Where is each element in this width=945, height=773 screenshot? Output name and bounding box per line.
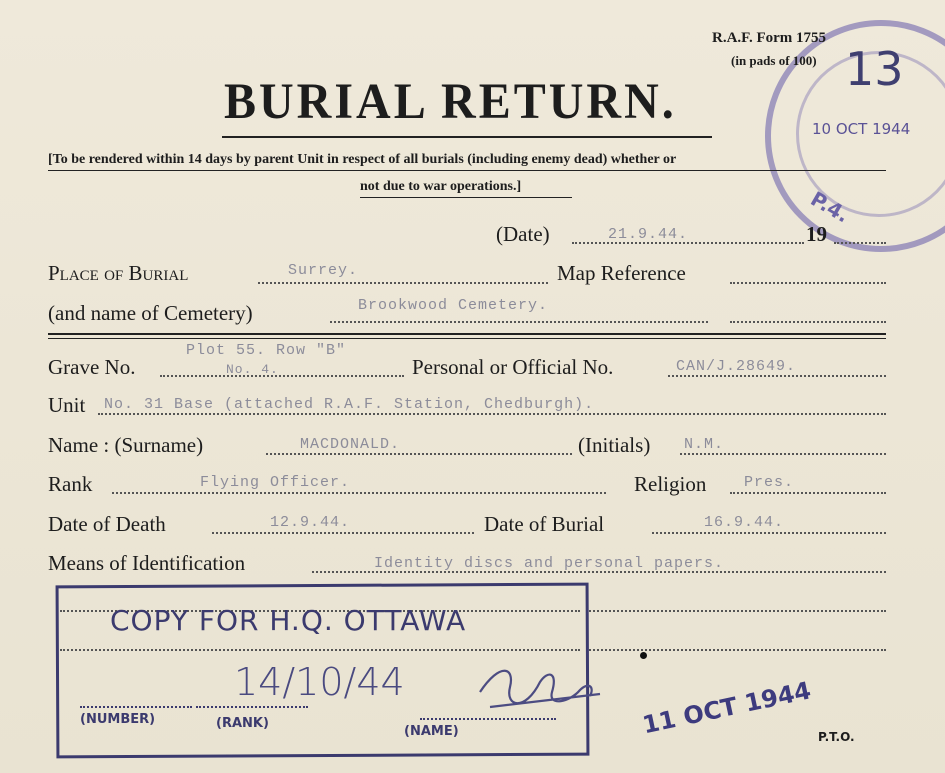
signature-mark	[470, 652, 610, 742]
form-number: R.A.F. Form 1755	[712, 30, 827, 46]
round-stamp-date: 10 OCT 1944	[812, 120, 911, 138]
religion-dotted-line	[730, 492, 886, 494]
date-of-death-value: 12.9.44.	[270, 514, 351, 531]
official-number-value: CAN/J.28649.	[676, 358, 797, 375]
number-dotted-line	[80, 706, 192, 708]
surname-label: Name : (Surname)	[48, 433, 204, 457]
rank-stamp-dotted-line	[196, 706, 308, 708]
date-label: (Date)	[496, 222, 550, 246]
form-pads-note: (in pads of 100)	[731, 53, 817, 68]
rank-dotted-line	[112, 492, 606, 494]
grave-value-line-2: No. 4.	[226, 362, 279, 377]
section-divider-top	[48, 333, 886, 335]
name-stamp-dotted-line	[420, 718, 556, 720]
section-divider-bottom	[48, 338, 886, 339]
copy-stamp-title: COPY FOR H.Q. OTTAWA	[110, 604, 467, 637]
unit-dotted-line	[98, 413, 886, 415]
rank-value: Flying Officer.	[200, 474, 351, 491]
instruction-line-1: [To be rendered within 14 days by parent Unit in respect of all burials (including enemy dead) whether or	[48, 152, 677, 167]
cemetery-extra-dotted-line	[730, 321, 886, 323]
identification-label: Means of Identification	[48, 551, 246, 575]
date-value: 21.9.44.	[608, 226, 689, 243]
please-turn-over: P.T.O.	[818, 730, 855, 744]
date-of-death-label: Date of Death	[48, 512, 166, 536]
date-of-burial-label: Date of Burial	[484, 512, 605, 536]
official-number-dotted-line	[668, 375, 886, 377]
handwritten-date: 14/10/44	[234, 660, 405, 704]
cemetery-dotted-line	[330, 321, 708, 323]
place-value: Surrey.	[288, 262, 359, 279]
rank-caption: (RANK)	[216, 716, 269, 731]
religion-label: Religion	[634, 472, 707, 496]
extra-dotted-line-1	[586, 610, 886, 612]
unit-value: No. 31 Base (attached R.A.F. Station, Chedburgh).	[104, 396, 595, 413]
year-dotted-line	[834, 242, 886, 244]
rank-label: Rank	[48, 472, 93, 496]
surname-value: MACDONALD.	[300, 436, 401, 453]
map-reference-label: Map Reference	[557, 261, 686, 285]
grave-value-line-1: Plot 55. Row "B"	[186, 342, 347, 359]
initials-label: (Initials)	[578, 433, 651, 457]
handwritten-file-number: 13	[845, 42, 904, 96]
ink-dot	[640, 652, 647, 659]
official-number-label: Personal or Official No.	[412, 355, 614, 379]
title-underline	[222, 136, 712, 138]
cemetery-value: Brookwood Cemetery.	[358, 297, 549, 314]
place-dotted-line	[258, 282, 548, 284]
religion-value: Pres.	[744, 474, 795, 491]
instruction-underline-1	[48, 170, 886, 171]
received-date-stamp: 11 OCT 1944	[640, 676, 814, 740]
instruction-underline-2	[360, 197, 572, 198]
identification-value: Identity discs and personal papers.	[374, 555, 725, 572]
place-of-burial-label: Place of Burial	[48, 261, 189, 285]
year-prefix: 19	[806, 222, 827, 246]
form-title: BURIAL RETURN.	[224, 73, 677, 130]
grave-number-label: Grave No.	[48, 355, 136, 379]
grave-number-dotted-line	[160, 375, 404, 377]
date-of-burial-value: 16.9.44.	[704, 514, 785, 531]
surname-dotted-line	[266, 453, 572, 455]
initials-dotted-line	[680, 453, 886, 455]
cemetery-label: (and name of Cemetery)	[48, 301, 253, 325]
name-caption: (NAME)	[404, 724, 459, 739]
date-of-burial-dotted-line	[652, 532, 886, 534]
date-of-death-dotted-line	[212, 532, 474, 534]
stamp-dotted-line-2	[60, 649, 580, 651]
number-caption: (NUMBER)	[80, 712, 156, 727]
instruction-line-2: not due to war operations.]	[360, 179, 522, 194]
map-reference-dotted-line	[730, 282, 886, 284]
initials-value: N.M.	[684, 436, 725, 453]
round-stamp-text: P.4.	[806, 186, 854, 228]
extra-dotted-line-2	[586, 649, 886, 651]
unit-label: Unit	[48, 393, 86, 417]
